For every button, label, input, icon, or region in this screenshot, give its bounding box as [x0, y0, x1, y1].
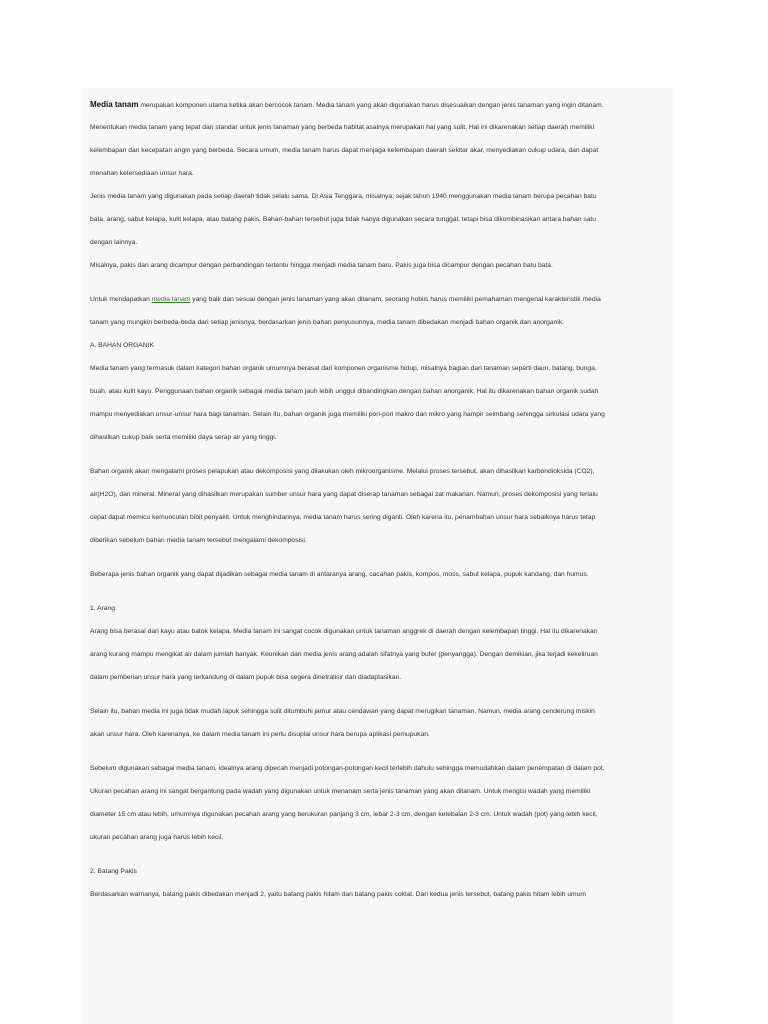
- subsection-heading: 1. Arang: [90, 605, 115, 612]
- text-line: tanam yang mungkin berbeda-beda dari setiap jenisnya. berdasarkan jenis bahan penyusunnya, media tanam dibedakan menjadi bahan organik dan anorganik.: [90, 319, 565, 326]
- text-line: dihasilkan cukup baik serta memiliki daya serap air yang tinggi.: [90, 434, 277, 441]
- text-line: dalam pemberian unsur hara yang terkandung di dalam pupuk bisa segera dinetralisir dan diadaptasikan.: [90, 674, 402, 681]
- text-line: menahan ketersediaan unsur hara.: [90, 170, 194, 177]
- text-line: Jenis media tanam yang digunakan pada setiap daerah tidak selalu sama. Di Asia Tenggara, misalnya, sejak tahun 1940 menggunakan media tanam berupa pecahan batu: [90, 193, 597, 200]
- media-tanam-link[interactable]: media tanam: [151, 296, 191, 303]
- text-line: Untuk mendapatkan media tanam yang baik dan sesuai dengan jenis tanaman yang akan ditanam, seorang hobiis harus memiliki pemahaman mengenai karakteristik media: [90, 296, 601, 303]
- text-line: mampu menyediakan unsur-unsur hara bagi tanaman. Selain itu, bahan organik juga memiliki pori-pori makro dan mikro yang hampir seimbang sehingga sirkulasi udara yang: [90, 411, 605, 418]
- text-line: ukuran pecahan arang juga harus lebih kecil.: [90, 834, 224, 841]
- text-line: Menentukan media tanam yang tepat dan standar untuk jenis tanaman yang berbeda habitat asalnya merupakan hal yang sulit. Hal ini dikarenakan setiap daerah memiliki: [90, 124, 595, 131]
- text-line: Bahan organik akan mengalami proses pelapukan atau dekomposisi yang dilakukan oleh mikroorganisme. Melalui proses tersebut, akan dihasilkan karbondioksida (CO2),: [90, 468, 595, 475]
- text-line: bata, arang, sabut kelapa, kulit kelapa, atau batang pakis. Bahan-bahan tersebut juga tidak hanya digunakan secara tunggal, tetapi bisa dikombinasikan antara bahan satu: [90, 216, 597, 223]
- text-line: Selain itu, bahan media ini juga tidak mudah lapuk sehingga sulit ditumbuhi jamur atau cendawan yang dapat merugikan tanaman. Namun, media arang cenderung miskin: [90, 708, 595, 715]
- lead-term: Media tanam: [90, 100, 139, 109]
- text-line: air(H2O), dan mineral. Mineral yang dihasilkan merupakan sumber unsur hara yang dapat diserap tanaman sebagai zat makanan. Namun, proses dekomposisi yang terlalu: [90, 491, 598, 498]
- text-line: Sebelum digunakan sebagai media tanam, idealnya arang dipecah menjadi potongan-potongan kecil terlebih dahulu sehingga memudahkan dalam penempatan di dalam pot.: [90, 765, 605, 772]
- text-line: Media tanam yang termasuk dalam kategori bahan organik umumnya berasal dari komponen organisme hidup, misalnya bagian dari tanaman seperti daun, batang, bunga,: [90, 365, 597, 372]
- section-heading: A. BAHAN ORGANIK: [90, 342, 154, 349]
- text-line: diberikan sebelum bahan media tanam tersebut mengalami dekomposisi.: [90, 537, 307, 544]
- subsection-heading: 2. Batang Pakis: [90, 868, 137, 875]
- text-line: Berdasarkan warnanya, batang pakis dibedakan menjadi 2, yaitu batang pakis hitam dan batang pakis coklat. Dari kedua jenis tersebut, batang pakis hitam lebih umum: [90, 891, 586, 898]
- document-content: [90, 99, 674, 912]
- text-line: Misalnya, pakis dan arang dicampur dengan perbandingan tertentu hingga menjadi media tanam baru. Pakis juga bisa dicampur dengan pecahan batu bata.: [90, 262, 553, 269]
- text-line: akan unsur hara. Oleh karenanya, ke dalam media tanam ini perlu disuplai unsur hara berupa aplikasi pemupukan.: [90, 731, 430, 738]
- text-line: diameter 15 cm atau lebih, umumnya digunakan pecahan arang yang berukuran panjang 3 cm, lebar 2-3 cm, dengan ketebalan 2-3 cm. Untuk wadah (pot) yang lebih kecil,: [90, 811, 598, 818]
- text-line: Beberapa jenis bahan organik yang dapat dijadikan sebagai media tanam di antaranya arang, cacahan pakis, kompos, moss, sabut kelapa, pupuk kandang, dan humus.: [90, 571, 589, 578]
- text-line: Media tanam merupakan komponen utama ketika akan bercocok tanam. Media tanam yang akan digunakan harus disesuaikan dengan jenis tanaman yang ingin ditanam.: [90, 100, 604, 109]
- text-line: Ukuran pecahan arang ini sangat bergantung pada wadah yang digunakan untuk menanam serta jenis tanaman yang akan ditanam. Untuk mengisi wadah yang memiliki: [90, 788, 591, 795]
- text-line: arang kurang mampu mengikat air dalam jumlah banyak. Keunikan dari media jenis arang adalah sifatnya yang bufer (penyangga). Dengan demikian, jika terjadi kekeliruan: [90, 651, 598, 658]
- text-line: Arang bisa berasal dari kayu atau batok kelapa. Media tanam ini sangat cocok digunakan untuk tanaman anggrek di daerah dengan kelembapan tinggi. Hal itu dikarenakan: [90, 628, 598, 635]
- text-line: kelembapan dan kecepatan angin yang berbeda. Secara umum, media tanam harus dapat menjaga kelembapan daerah sekitar akar, menyediakan cukup udara, dan dapat: [90, 147, 599, 154]
- text-line: buah, atau kulit kayu. Penggunaan bahan organik sebagai media tanam jauh lebih unggul dibandingkan dengan bahan anorganik. Hal itu dikarenakan bahan organik sudah: [90, 388, 599, 395]
- text-line: cepat dapat memicu kemunculan bibit penyakit. Untuk menghindarinya, media tanam harus sering diganti. Oleh karena itu, penambahan unsur hara sebaiknya harus tetap: [90, 514, 596, 521]
- document-page: [82, 88, 674, 1024]
- text-line: dengan lainnya.: [90, 239, 138, 246]
